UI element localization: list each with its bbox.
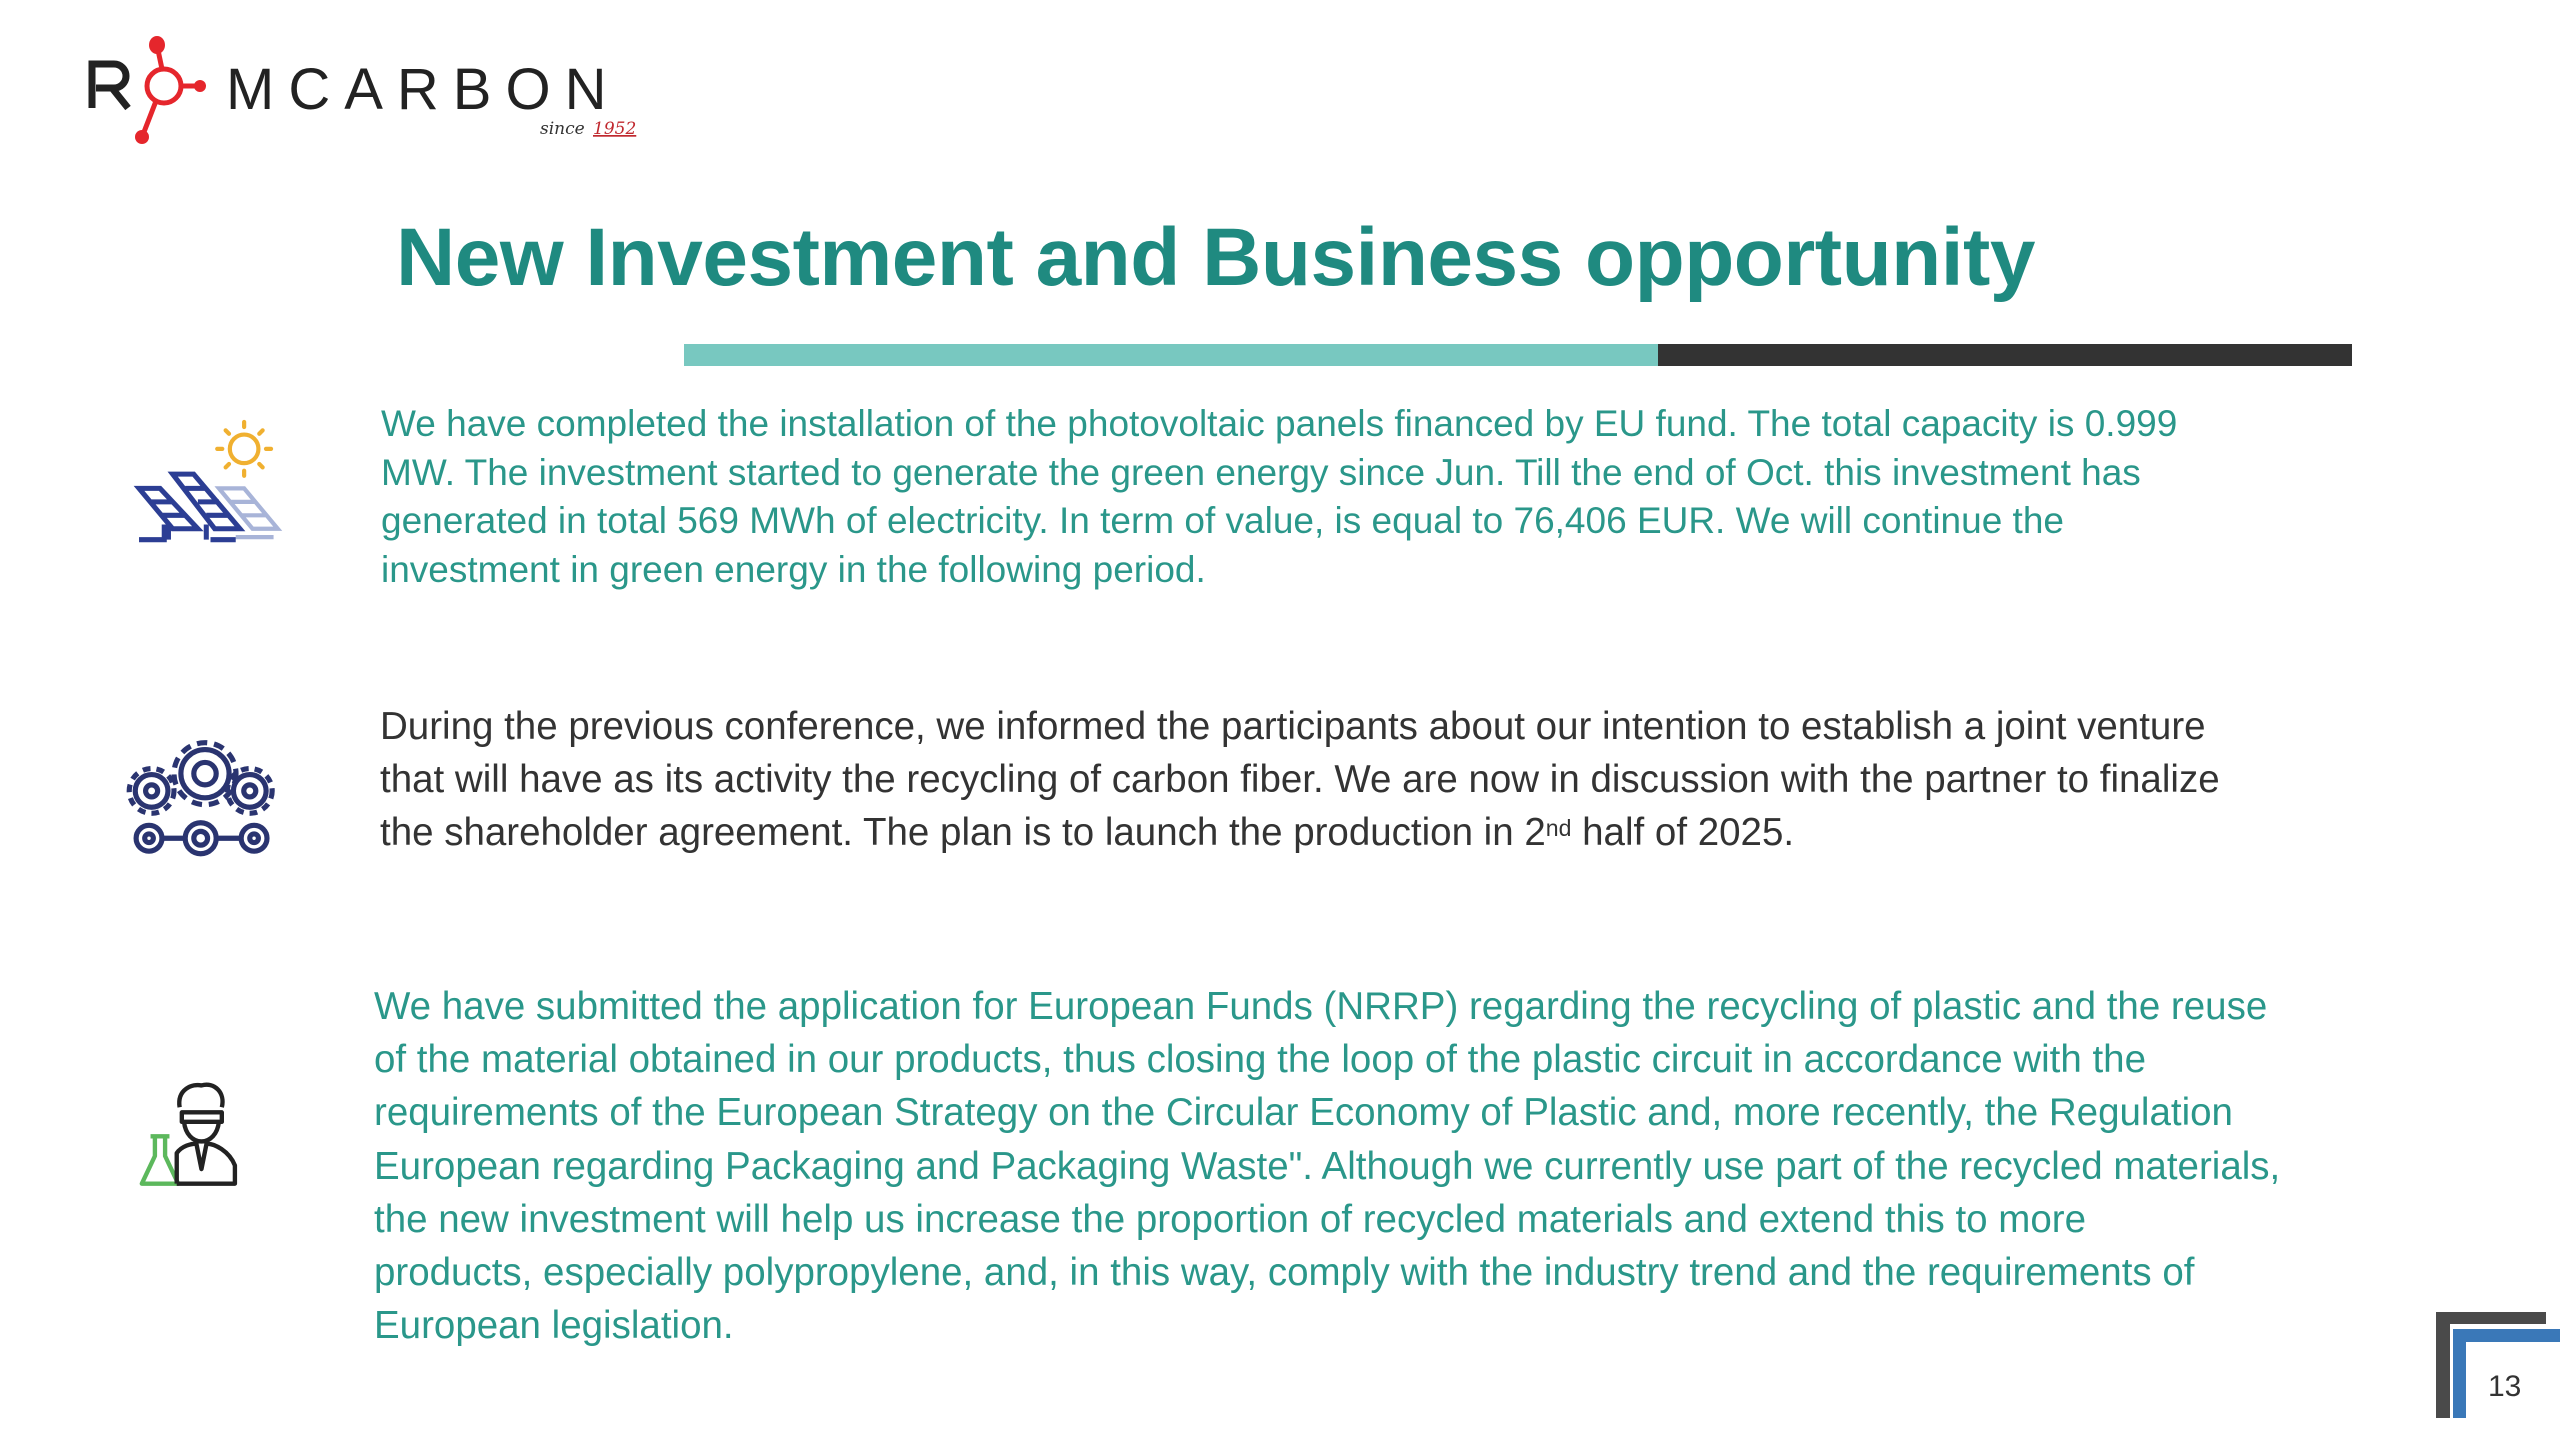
page-number: 13 [2488, 1370, 2522, 1403]
text-line: investment in green energy in the following period. [381, 548, 1206, 590]
text-line: generated in total 569 MWh of electricity. In term of value, is equal to 76,406 EUR. We will continue the [381, 500, 2064, 541]
text-line: We have submitted the application for European Funds (NRRP) regarding the recycling of plastic and the reuse [374, 985, 2268, 1028]
ordinal-superscript: nd [1545, 815, 1572, 841]
solar-panel-icon [118, 400, 303, 565]
text-line: MW. The investment started to generate the green energy since Jun. Till the end of Oct. this investment has [381, 451, 2141, 493]
text-line: of the material obtained in our products, thus closing the loop of the plastic circuit in accordance with the [374, 1038, 2146, 1082]
text-line: European regarding Packaging and Packaging Waste". Although we currently use part of the recycled materials, [374, 1144, 2281, 1188]
scientist-flask-icon [120, 1060, 280, 1220]
text-line: products, especially polypropylene, and, in this way, comply with the industry trend and the requirements of [374, 1251, 2195, 1295]
section-solar-text [381, 400, 2177, 594]
text-line: During the previous conference, we informed the participants about our intention to establish a joint venture [380, 705, 2206, 748]
text-line: the new investment will help us increase the proportion of recycled materials and extend this to more [374, 1197, 2086, 1241]
text-line [380, 806, 2220, 859]
page-title: New Investment and Business opportunity [396, 212, 2035, 303]
gears-conveyor-icon [110, 722, 300, 877]
text-fragment: the shareholder agreement. The plan is to launch the production in 2 [380, 811, 1546, 854]
svg-text:MCARBON: MCARBON [226, 57, 621, 122]
text-line: requirements of the European Strategy on the Circular Economy of Plastic and, more recently, the Regulation [374, 1091, 2233, 1135]
title-underline-dark [1658, 344, 2352, 366]
svg-text:since: since [540, 119, 585, 139]
romcarbon-logo [88, 36, 648, 156]
section-joint-venture-text [380, 700, 2220, 859]
svg-text:1952: 1952 [593, 119, 637, 139]
text-fragment: half of 2025. [1571, 811, 1795, 854]
title-underline-teal [684, 344, 1658, 366]
section-eu-funds-text [374, 980, 2280, 1352]
text-line: European legislation. [374, 1304, 734, 1348]
text-line: We have completed the installation of the photovoltaic panels financed by EU fund. The total capacity is 0.999 [381, 403, 2178, 444]
text-line: that will have as its activity the recycling of carbon fiber. We are now in discussion with the partner to finalize [380, 758, 2220, 801]
